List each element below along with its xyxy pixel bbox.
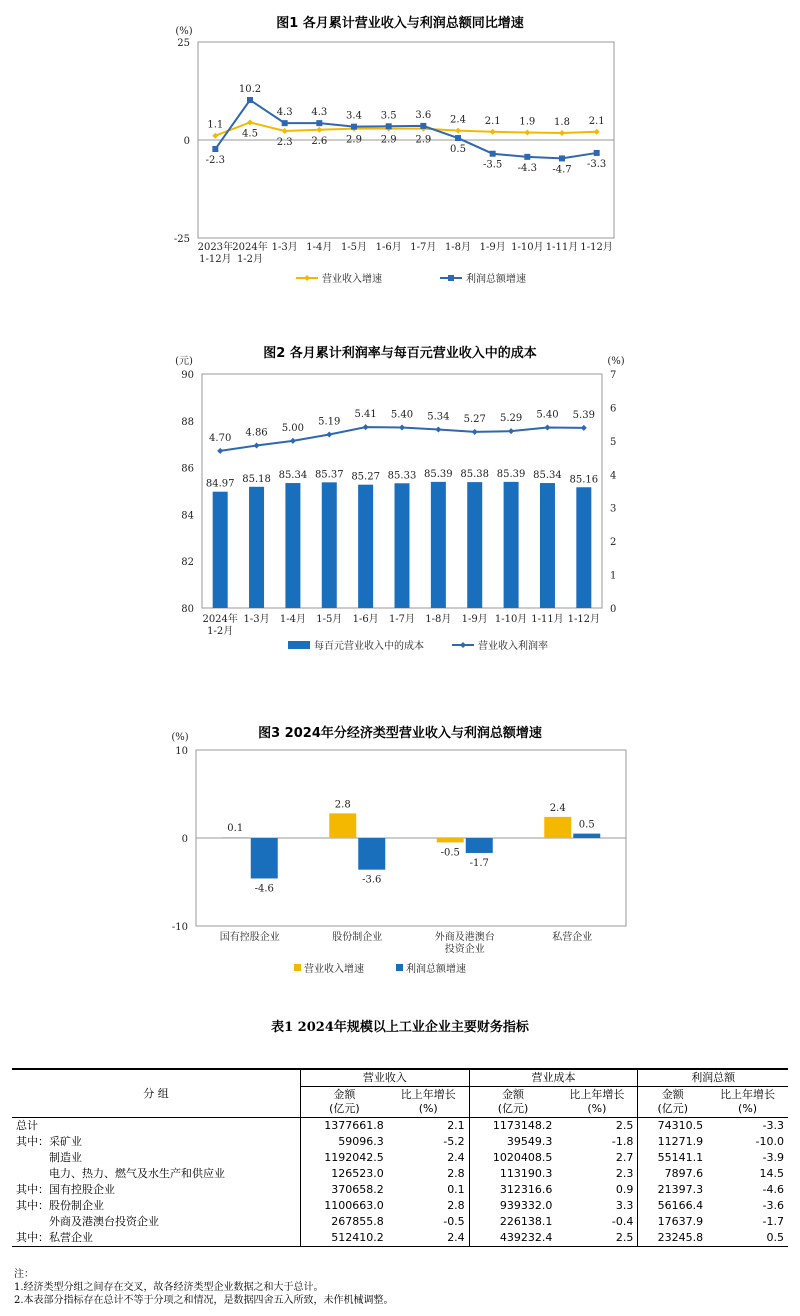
fig3-x-tick: 外商及港澳台: [434, 932, 495, 943]
fig2-x-tick: 1-5月: [316, 614, 343, 625]
fig1-point-revenue: [455, 128, 461, 134]
table-row: [12, 1118, 788, 1135]
table-cell: 2.4: [447, 1231, 465, 1244]
fig2-point-margin: [399, 424, 405, 430]
fig1-x-tick: 2024年: [232, 242, 268, 253]
fig3-y-tick: 0: [181, 834, 188, 845]
fig2-legend-margin-label: 营业收入利润率: [478, 641, 548, 652]
fig2-bar-cost: [576, 487, 591, 608]
fig2-bar-cost: [540, 483, 555, 608]
fig2-label-cost: 85.37: [314, 469, 344, 481]
table-cell: 2.5: [615, 1231, 634, 1244]
table-cell: 21397.3: [638, 1182, 707, 1198]
fig1-chart: [0, 26, 800, 330]
fig1-point-revenue: [594, 129, 600, 135]
fig1-x-tick: 1-3月: [271, 242, 298, 253]
fig1-point-profit: [559, 155, 565, 161]
fig2-label-cost: 85.27: [351, 471, 380, 483]
fig2-x-tick: 2024年: [202, 614, 238, 625]
fig3-y-tick: -10: [171, 922, 188, 933]
table-cell: 2.8: [447, 1199, 465, 1212]
table-cell: 74310.5: [638, 1118, 707, 1135]
table-cell: -1.8: [611, 1135, 634, 1148]
fig1-label-revenue: 2.1: [484, 115, 501, 127]
table-cell: 1100663.0: [301, 1198, 388, 1214]
fig3-x-tick: 私营企业: [552, 932, 593, 943]
fig2-label-cost: 85.18: [242, 473, 271, 485]
fig3-label-profit: 0.5: [578, 819, 595, 831]
table-cell: -3.9: [762, 1151, 784, 1164]
subheader-line: 金额: [333, 1088, 356, 1101]
table-cell: 2.7: [615, 1151, 634, 1164]
fig2-y-tick-left: 84: [181, 510, 194, 522]
fig2-label-margin: 5.29: [499, 413, 523, 425]
fig1-point-profit: [490, 151, 496, 157]
subheader-growth: [707, 1087, 788, 1118]
table-cell: 2.3: [615, 1167, 634, 1180]
col-group-revenue: 营业收入: [301, 1069, 470, 1087]
table-cell: 1173148.2: [469, 1118, 556, 1135]
group-header: 分 组: [12, 1069, 301, 1118]
table-cell: 23245.8: [638, 1230, 707, 1247]
fig1-label-revenue: 1.8: [554, 116, 570, 128]
fig2-bar-cost: [358, 485, 373, 608]
fig2-y-tick-left: 82: [181, 557, 194, 569]
fig2-point-margin: [326, 432, 332, 438]
fig1-label-profit: 0.5: [450, 144, 466, 156]
fig1-x-tick: 2023年: [197, 242, 234, 253]
fig2-legend-margin-marker: [460, 642, 466, 648]
fig1-label-profit: -4.3: [517, 162, 537, 174]
table-cell: -0.4: [611, 1215, 634, 1228]
fig1-point-profit: [282, 120, 288, 126]
fig1-point-revenue: [524, 130, 530, 136]
fig3-bar-profit: [466, 838, 493, 853]
subheader-growth: [388, 1087, 469, 1118]
table-cell: -0.5: [443, 1215, 465, 1228]
table-row: [12, 1134, 788, 1150]
fig2-x-tick: 1-9月: [461, 614, 488, 625]
table-cell: -3.6: [762, 1199, 784, 1212]
fig1-x-tick: 1-4月: [306, 242, 333, 253]
table-notes: [14, 1268, 394, 1307]
fig2-y-tick-right: 4: [610, 470, 617, 482]
fig1-label-profit: 3.6: [415, 109, 432, 121]
fig1-point-profit: [212, 146, 218, 152]
table-cell: 59096.3: [301, 1134, 388, 1150]
fig1-label-revenue: 2.9: [415, 134, 432, 146]
fig1-point-revenue: [247, 119, 253, 125]
table-cell: 0.9: [615, 1183, 634, 1196]
fig2-point-margin: [508, 428, 514, 434]
fig1-point-profit: [386, 123, 392, 129]
fig2-x-tick: 1-7月: [388, 614, 416, 625]
table-row: [12, 1166, 788, 1182]
table-cell: 17637.9: [638, 1214, 707, 1230]
fig2-label-cost: 85.33: [387, 470, 417, 482]
fig3-label-revenue: 2.4: [549, 802, 566, 814]
table-cell: -5.2: [443, 1135, 465, 1148]
table-cell: 7897.6: [638, 1166, 707, 1182]
fig1-title: 图1 各月累计营业收入与利润总额同比增速: [276, 16, 524, 31]
fig3-label-profit: -4.6: [254, 883, 274, 895]
table-cell: 2.4: [447, 1151, 465, 1164]
fig2-y-unit-right: (%): [607, 356, 625, 367]
table-cell: 39549.3: [469, 1134, 556, 1150]
financial-table: [12, 1068, 788, 1247]
fig2-label-cost: 85.39: [424, 468, 453, 480]
fig1-point-profit: [247, 97, 253, 103]
table-cell: 14.5: [759, 1167, 784, 1180]
table-cell: 312316.6: [469, 1182, 556, 1198]
fig2-y-tick-left: 80: [181, 604, 194, 615]
table-cell: 11271.9: [638, 1134, 707, 1150]
fig1-legend-profit-marker: [448, 275, 454, 281]
fig1-x-tick: 1-7月: [410, 242, 437, 253]
fig2-y-tick-left: 90: [181, 370, 194, 381]
fig1-x-tick: 1-9月: [479, 242, 506, 253]
subheader-line: 金额: [502, 1088, 525, 1101]
fig1-label-profit: -4.7: [552, 164, 572, 176]
table-cell: 2.1: [447, 1119, 465, 1132]
fig1-y-tick: 25: [177, 38, 190, 49]
subheader-line: (亿元): [329, 1102, 360, 1115]
fig2-x-tick: 1-4月: [279, 614, 306, 625]
fig2-y-unit-left: (元): [175, 356, 193, 367]
row-label: 其中：股份制企业: [16, 1199, 104, 1212]
table-cell: 439232.4: [469, 1230, 556, 1247]
fig1-y-tick: 0: [183, 136, 190, 147]
fig2-label-margin: 5.40: [536, 409, 559, 421]
table-cell: 0.1: [447, 1183, 465, 1196]
col-group-profit: 利润总额: [638, 1069, 788, 1087]
fig3-bar-revenue: [437, 838, 464, 842]
fig2-y-tick-right: 5: [610, 436, 617, 448]
fig1-point-revenue: [212, 133, 218, 139]
fig2-point-margin: [472, 429, 478, 435]
fig2-bar-cost: [395, 483, 410, 608]
fig2-point-margin: [544, 424, 550, 430]
fig3-y-unit: (%): [171, 732, 189, 743]
fig3-bar-profit: [358, 838, 385, 870]
table-cell: 55141.1: [638, 1150, 707, 1166]
subheader-line: 比上年增长: [720, 1088, 776, 1101]
fig1-x-tick: 1-8月: [444, 242, 472, 253]
fig3-label-profit: -3.6: [362, 874, 382, 886]
fig1-label-profit: -3.3: [587, 158, 607, 170]
fig3-bar-revenue: [329, 813, 356, 838]
fig1-x-tick: 1-6月: [375, 242, 402, 253]
row-label: 其中：私营企业: [16, 1231, 93, 1244]
row-label: 其中：国有控股企业: [16, 1183, 115, 1196]
fig1-point-revenue: [559, 130, 565, 136]
fig1-y-unit: (%): [175, 26, 193, 37]
table-cell: 56166.4: [638, 1198, 707, 1214]
subheader-line: (亿元): [497, 1102, 529, 1115]
fig1-label-profit: -3.5: [483, 159, 503, 171]
fig2-y-tick-right: 3: [610, 503, 617, 515]
fig3-legend-revenue-label: 营业收入增速: [304, 964, 364, 975]
fig1-label-revenue: 2.9: [346, 134, 362, 146]
fig1-legend-revenue-marker: [304, 275, 310, 281]
fig3-x-tick: 投资企业: [444, 944, 485, 955]
fig2-y-tick-right: 1: [610, 570, 617, 582]
fig2-label-margin: 5.40: [390, 409, 414, 421]
fig2-bar-cost: [249, 487, 264, 608]
col-group-cost: 营业成本: [469, 1069, 638, 1087]
table-cell: 512410.2: [301, 1230, 388, 1247]
fig3-label-profit: -1.7: [469, 857, 489, 869]
fig2-label-cost: 85.16: [569, 474, 599, 486]
fig2-legend-cost-swatch: [288, 641, 310, 649]
fig3-y-tick: 10: [175, 746, 188, 757]
fig1-label-profit: -2.3: [205, 155, 225, 167]
fig2-label-margin: 5.41: [354, 409, 377, 421]
subheader-amount: [301, 1087, 388, 1118]
table-cell: -10.0: [755, 1135, 784, 1148]
table-cell: 126523.0: [301, 1166, 388, 1182]
fig1-label-revenue: 2.1: [588, 115, 605, 127]
note-line: 2.本表部分指标存在总计不等于分项之和情况，是数据四舍五入所致，未作机械调整。: [14, 1295, 394, 1306]
fig1-point-profit: [594, 150, 600, 156]
fig2-legend-cost-label: 每百元营业收入中的成本: [314, 641, 424, 652]
fig2-label-cost: 84.97: [205, 478, 235, 490]
fig2-point-margin: [254, 443, 260, 449]
subheader-amount: [638, 1087, 707, 1118]
fig1-x-tick: 1-11月: [545, 242, 579, 253]
fig2-y-tick-right: 7: [610, 370, 617, 381]
fig1-x-tick: 1-12月: [580, 242, 613, 253]
fig3-bar-profit: [573, 834, 600, 838]
fig1-label-profit: 4.3: [276, 107, 293, 119]
fig1-label-revenue: 2.4: [450, 114, 466, 126]
fig1-legend-profit-label: 利润总额增速: [466, 274, 526, 285]
table-cell: 3.3: [615, 1199, 634, 1212]
fig1-label-profit: 10.2: [238, 84, 262, 96]
fig2-label-cost: 85.38: [460, 469, 490, 481]
fig1-line-revenue: [215, 122, 596, 135]
fig3-label-revenue: -0.5: [440, 847, 460, 859]
fig1-point-profit: [351, 124, 357, 130]
fig1-label-profit: 4.3: [311, 107, 328, 119]
fig2-label-margin: 5.00: [281, 422, 305, 434]
fig2-x-tick: 1-2月: [207, 626, 234, 637]
fig3-bar-revenue: [544, 817, 571, 838]
table-cell: 1377661.8: [301, 1118, 388, 1135]
fig3-legend-revenue-swatch: [294, 964, 301, 971]
fig2-chart: [0, 356, 800, 676]
fig2-point-margin: [363, 424, 369, 430]
fig2-x-tick: 1-6月: [352, 614, 379, 625]
fig2-x-tick: 1-10月: [494, 614, 528, 625]
fig2-point-margin: [217, 448, 223, 454]
fig1-point-profit: [420, 123, 426, 129]
fig3-legend-profit-swatch: [396, 964, 403, 971]
table-cell: -3.3: [762, 1119, 784, 1132]
fig1-x-tick: 1-2月: [236, 254, 264, 265]
fig3-x-tick: 股份制企业: [332, 932, 383, 943]
fig1-x-tick: 1-5月: [340, 242, 368, 253]
table-cell: 267855.8: [301, 1214, 388, 1230]
fig1-point-profit: [524, 154, 530, 160]
table-cell: -1.7: [762, 1215, 784, 1228]
fig3-bar-revenue: [222, 837, 249, 838]
fig2-label-margin: 5.27: [463, 413, 486, 425]
row-label: 其中：采矿业: [16, 1135, 82, 1148]
subheader-amount: [469, 1087, 556, 1118]
fig2-point-margin: [581, 425, 587, 431]
fig2-label-margin: 4.70: [209, 432, 232, 444]
fig2-line-margin: [220, 427, 584, 451]
fig2-bar-cost: [431, 482, 446, 608]
table-cell: 1020408.5: [469, 1150, 556, 1166]
table-cell: 113190.3: [469, 1166, 556, 1182]
subheader-line: 比上年增长: [400, 1088, 456, 1101]
row-label: 制造业: [16, 1151, 82, 1164]
fig1-label-revenue: 2.9: [380, 134, 397, 146]
table-cell: 2.5: [615, 1119, 634, 1132]
table-row: [12, 1182, 788, 1198]
fig1-point-profit: [455, 135, 461, 141]
fig2-bar-cost: [467, 482, 482, 608]
fig2-label-margin: 4.86: [245, 427, 268, 439]
table-cell: 939332.0: [469, 1198, 556, 1214]
fig2-bar-cost: [322, 482, 337, 608]
table-row: [12, 1198, 788, 1214]
fig1-point-revenue: [282, 128, 288, 134]
table-title: 表1 2024年规模以上工业企业主要财务指标: [271, 1020, 529, 1035]
fig2-label-margin: 5.39: [572, 409, 595, 421]
subheader-line: (%): [587, 1102, 607, 1115]
fig2-label-margin: 5.19: [318, 416, 341, 428]
fig2-label-cost: 85.34: [278, 470, 308, 482]
fig1-x-tick: 1-12月: [199, 254, 232, 265]
fig1-label-revenue: 2.3: [276, 136, 293, 148]
fig1-y-tick: -25: [173, 234, 190, 245]
subheader-line: 比上年增长: [569, 1088, 625, 1101]
fig2-point-margin: [435, 426, 441, 432]
table-cell: 2.8: [447, 1167, 465, 1180]
fig3-title: 图3 2024年分经济类型营业收入与利润总额增速: [258, 726, 542, 741]
fig2-point-margin: [290, 438, 296, 444]
fig2-label-cost: 85.34: [533, 470, 562, 482]
table-cell: 226138.1: [469, 1214, 556, 1230]
fig2-label-margin: 5.34: [427, 411, 450, 423]
table-cell: 370658.2: [301, 1182, 388, 1198]
fig2-y-tick-left: 88: [181, 416, 194, 428]
fig1-label-revenue: 4.5: [242, 128, 258, 140]
fig2-label-cost: 85.39: [496, 468, 526, 480]
fig1-legend-revenue-label: 营业收入增速: [322, 274, 382, 285]
subheader-line: (亿元): [657, 1102, 689, 1115]
fig2-x-tick: 1-11月: [531, 614, 564, 625]
fig1-label-profit: 3.5: [380, 110, 397, 122]
row-label: 总计: [16, 1119, 38, 1132]
fig2-bar-cost: [285, 483, 300, 608]
fig2-y-tick-right: 2: [610, 537, 617, 549]
fig1-point-revenue: [316, 127, 322, 133]
fig1-label-revenue: 2.6: [311, 135, 328, 147]
fig2-x-tick: 1-12月: [567, 614, 601, 625]
row-label: 电力、热力、燃气及水生产和供应业: [16, 1167, 225, 1180]
fig1-x-tick: 1-10月: [511, 242, 544, 253]
fig1-label-profit: 3.4: [346, 110, 362, 122]
fig1-point-profit: [316, 120, 322, 126]
note-line: 1.经济类型分组之间存在交叉，故各经济类型企业数据之和大于总计。: [14, 1282, 324, 1293]
fig1-point-revenue: [490, 129, 496, 135]
fig2-y-tick-right: 6: [610, 403, 617, 415]
fig3-legend-profit-label: 利润总额增速: [406, 964, 466, 975]
fig2-title: 图2 各月累计利润率与每百元营业收入中的成本: [263, 346, 537, 361]
fig2-x-tick: 1-3月: [243, 614, 270, 625]
table-cell: -4.6: [762, 1183, 784, 1196]
fig2-bar-cost: [504, 482, 519, 608]
fig2-x-tick: 1-8月: [425, 614, 452, 625]
table-row: [12, 1230, 788, 1247]
subheader-growth: [556, 1087, 637, 1118]
table-row: [12, 1214, 788, 1230]
subheader-line: 金额: [661, 1088, 684, 1101]
fig3-x-tick: 国有控股企业: [219, 932, 280, 943]
fig3-bar-profit: [251, 838, 278, 878]
row-label: 外商及港澳台投资企业: [16, 1215, 159, 1228]
fig1-label-revenue: 1.1: [207, 119, 224, 131]
subheader-line: (%): [418, 1102, 438, 1115]
fig3-label-revenue: 0.1: [227, 823, 244, 835]
table-cell: 0.5: [766, 1231, 784, 1244]
fig1-label-revenue: 1.9: [519, 116, 536, 128]
subheader-line: (%): [738, 1102, 758, 1115]
table-cell: 1192042.5: [301, 1150, 388, 1166]
fig3-label-revenue: 2.8: [334, 799, 351, 811]
fig2-y-tick-right: 0: [610, 604, 617, 615]
note-line: 注：: [14, 1269, 34, 1280]
table-row: [12, 1150, 788, 1166]
fig2-y-tick-left: 86: [181, 463, 194, 475]
fig2-bar-cost: [213, 492, 228, 608]
